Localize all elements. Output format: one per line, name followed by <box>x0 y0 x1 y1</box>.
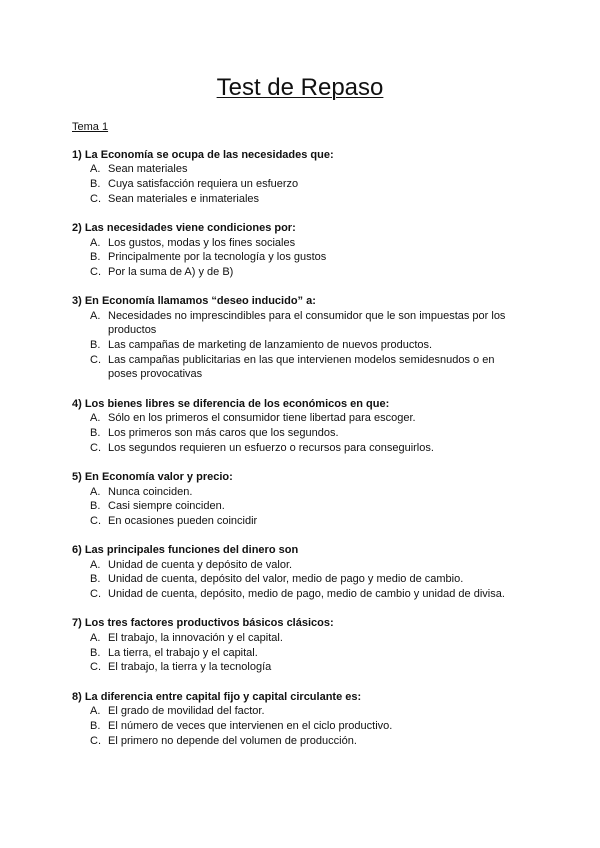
question-8 <box>72 690 528 749</box>
option-label: C. <box>90 734 101 747</box>
question-2 <box>72 221 528 280</box>
question-4-option-b <box>90 426 528 441</box>
question-1-option-b <box>90 177 528 192</box>
option-text: Sean materiales <box>108 163 188 176</box>
option-label: B. <box>90 646 101 659</box>
option-text: El trabajo, la innovación y el capital. <box>108 631 283 644</box>
option-label: B. <box>90 500 101 513</box>
question-2-prompt: 2) Las necesidades viene condiciones por: <box>72 221 296 234</box>
question-7-option-b <box>90 646 528 661</box>
question-3 <box>72 294 528 382</box>
option-text: Casi siempre coinciden. <box>108 500 225 513</box>
question-2-option-c <box>90 265 528 280</box>
option-text: El grado de movilidad del factor. <box>108 705 265 718</box>
section-heading: Tema 1 <box>72 120 109 133</box>
option-text: Los segundos requieren un esfuerzo o recursos para conseguirlos. <box>108 441 434 454</box>
question-5-option-a <box>90 485 528 500</box>
question-5 <box>72 470 528 529</box>
option-label: C. <box>90 353 101 366</box>
document-title: Test de Repaso <box>216 74 384 101</box>
question-8-option-a <box>90 704 528 719</box>
option-label: A. <box>90 163 101 176</box>
option-text: Unidad de cuenta y depósito de valor. <box>108 558 293 571</box>
question-1-prompt: 1) La Economía se ocupa de las necesidades que: <box>72 148 334 161</box>
question-8-prompt: 8) La diferencia entre capital fijo y capital circulante es: <box>72 690 362 703</box>
option-text: La tierra, el trabajo y el capital. <box>108 646 258 659</box>
option-label: B. <box>90 573 101 586</box>
option-label: A. <box>90 558 101 571</box>
question-5-option-c <box>90 514 528 529</box>
option-label: C. <box>90 192 101 205</box>
question-2-option-b <box>90 250 528 265</box>
option-text: Sólo en los primeros el consumidor tiene libertad para escoger. <box>108 412 416 425</box>
option-label: B. <box>90 178 101 190</box>
option-text: Necesidades no imprescindibles para el consumidor que le son impuestas por los productos <box>108 309 506 337</box>
option-text: Sean materiales e inmateriales <box>108 192 260 205</box>
question-3-option-b <box>90 338 528 353</box>
option-text: Por la suma de A) y de B) <box>108 265 234 278</box>
option-text: El trabajo, la tierra y la tecnología <box>108 661 272 674</box>
option-label: C. <box>90 441 101 454</box>
question-list <box>72 148 528 748</box>
question-1-option-c <box>90 192 528 207</box>
question-7-prompt: 7) Los tres factores productivos básicos clásicos: <box>72 617 334 630</box>
option-label: A. <box>90 236 101 249</box>
question-3-prompt: 3) En Economía llamamos “deseo inducido” a: <box>72 295 316 308</box>
option-label: C. <box>90 588 101 601</box>
option-label: C. <box>90 661 101 674</box>
question-7-option-a <box>90 631 528 646</box>
option-text: Los primeros son más caros que los segundos. <box>108 426 339 439</box>
question-2-option-a <box>90 236 528 251</box>
question-3-option-a <box>90 309 528 338</box>
option-label: B. <box>90 426 101 439</box>
option-text: En ocasiones pueden coincidir <box>108 514 258 527</box>
option-label: A. <box>90 309 101 322</box>
option-text: Las campañas de marketing de lanzamiento de nuevos productos. <box>108 339 433 352</box>
option-text: Cuya satisfacción requiera un esfuerzo <box>108 178 299 190</box>
question-4-option-c <box>90 441 528 456</box>
question-6-option-b <box>90 572 528 587</box>
question-1-option-a <box>90 162 528 177</box>
question-5-option-b <box>90 499 528 514</box>
question-4-option-a <box>90 411 528 426</box>
option-text: El número de veces que intervienen en el ciclo productivo. <box>108 719 393 732</box>
question-4-prompt: 4) Los bienes libres se diferencia de los económicos en que: <box>72 397 390 410</box>
question-8-option-b <box>90 719 528 734</box>
option-text: El primero no depende del volumen de producción. <box>108 734 357 747</box>
option-label: A. <box>90 412 101 425</box>
option-label: A. <box>90 485 101 498</box>
option-label: A. <box>90 631 101 644</box>
question-7-option-c <box>90 660 528 675</box>
option-label: C. <box>90 265 101 278</box>
option-text: Las campañas publicitarias en las que intervienen modelos semidesnudos o en poses provocativas <box>108 353 495 381</box>
option-text: Unidad de cuenta, depósito, medio de pago, medio de cambio y unidad de divisa. <box>108 588 505 601</box>
option-text: Unidad de cuenta, depósito del valor, medio de pago y medio de cambio. <box>108 573 464 586</box>
question-6-option-a <box>90 558 528 573</box>
option-text: Nunca coinciden. <box>108 485 193 498</box>
question-8-option-c <box>90 734 528 749</box>
question-6-option-c <box>90 587 528 602</box>
question-1 <box>72 148 528 207</box>
question-4 <box>72 397 528 456</box>
question-6-prompt: 6) Las principales funciones del dinero son <box>72 544 299 557</box>
option-label: B. <box>90 251 101 264</box>
option-label: B. <box>90 719 101 732</box>
option-text: Principalmente por la tecnología y los gustos <box>108 251 327 264</box>
option-label: C. <box>90 514 101 527</box>
option-text: Los gustos, modas y los fines sociales <box>108 236 296 249</box>
option-label: A. <box>90 705 101 718</box>
question-5-prompt: 5) En Economía valor y precio: <box>72 470 233 483</box>
question-6 <box>72 543 528 602</box>
option-label: B. <box>90 339 101 352</box>
document-body <box>72 120 528 763</box>
question-3-option-c <box>90 353 528 382</box>
question-7 <box>72 616 528 675</box>
